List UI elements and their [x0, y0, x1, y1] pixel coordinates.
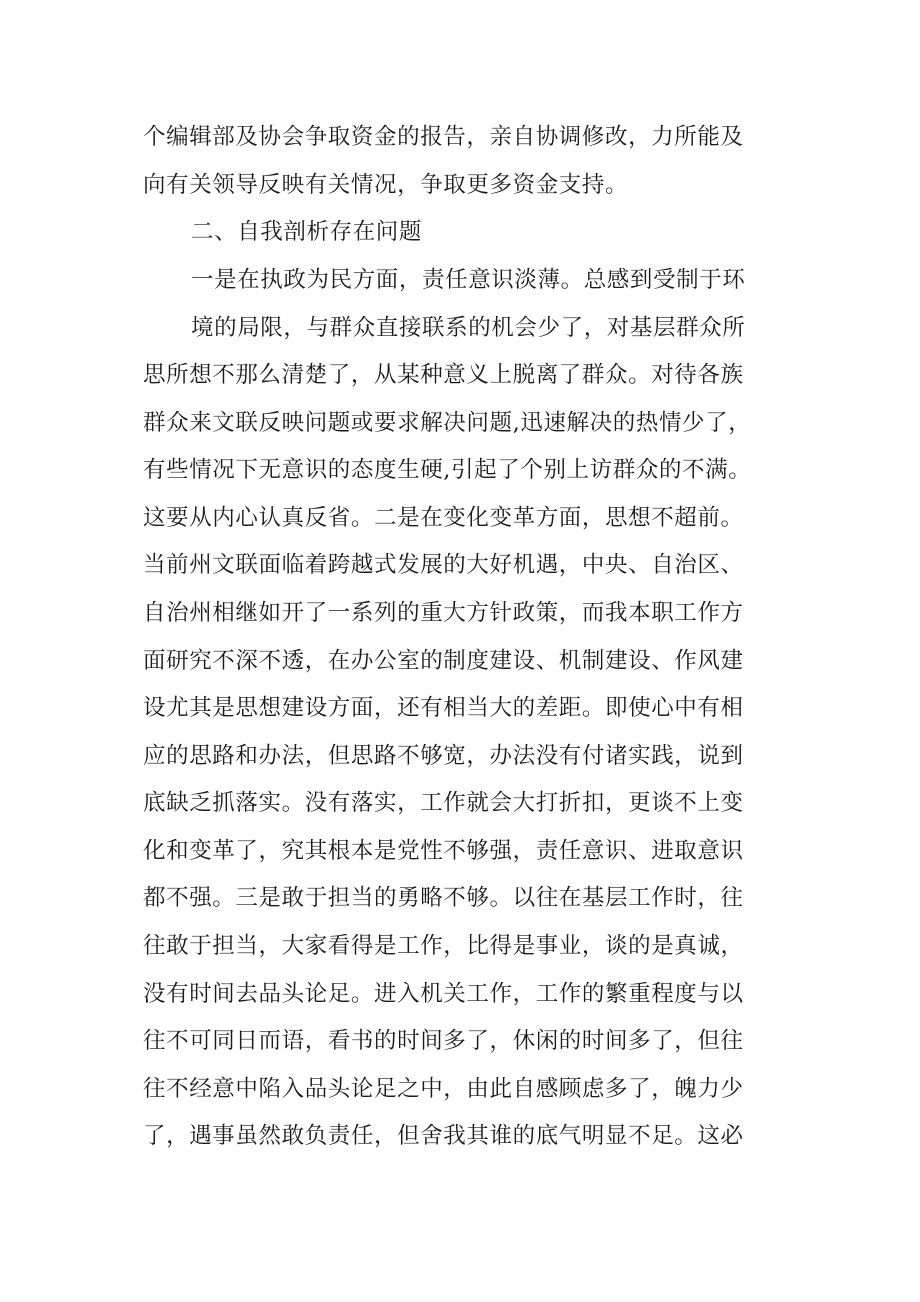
text-line: 往不可同日而语，看书的时间多了，休闲的时间多了，但往	[143, 1028, 744, 1054]
text-line: 当前州文联面临着跨越式发展的大好机遇，中央、自治区、	[143, 552, 744, 578]
text-line: 这要从内心认真反省。二是在变化变革方面，思想不超前。	[143, 505, 744, 531]
text-line: 往不经意中陷入品头论足之中，由此自感顾虑多了，魄力少	[143, 1076, 744, 1102]
text-line: 自治州相继如开了一系列的重大方针政策，而我本职工作方	[143, 600, 744, 626]
text-line: 面研究不深不透，在办公室的制度建设、机制建设、作风建	[143, 648, 744, 674]
text-line: 往敢于担当，大家看得是工作，比得是事业，谈的是真诚，	[143, 933, 744, 959]
text-line: 群众来文联反映问题或要求解决问题,迅速解决的热情少了，	[143, 410, 752, 436]
text-line: 有些情况下无意识的态度生硬,引起了个别上访群众的不满。	[143, 457, 752, 483]
text-line: 个编辑部及协会争取资金的报告，亲自协调修改，力所能及	[143, 124, 744, 150]
section-heading: 二、自我剖析存在问题	[191, 219, 423, 245]
text-line: 化和变革了，究其根本是党性不够强，责任意识、进取意识	[143, 838, 744, 864]
text-line: 没有时间去品头论足。进入机关工作，工作的繁重程度与以	[143, 981, 744, 1007]
text-line: 底缺乏抓落实。没有落实，工作就会大打折扣，更谈不上变	[143, 790, 744, 816]
text-line: 都不强。三是敢于担当的勇略不够。以往在基层工作时，往	[143, 885, 744, 911]
text-line: 应的思路和办法，但思路不够宽，办法没有付诸实践，说到	[143, 743, 744, 769]
text-line: 向有关领导反映有关情况，争取更多资金支持。	[143, 172, 629, 198]
text-line: 了，遇事虽然敢负责任，但舍我其谁的底气明显不足。这必	[143, 1123, 744, 1149]
text-line: 思所想不那么清楚了，从某种意义上脱离了群众。对待各族	[143, 362, 744, 388]
text-line: 设尤其是思想建设方面，还有相当大的差距。即使心中有相	[143, 695, 744, 721]
text-line: 一是在执政为民方面，责任意识淡薄。总感到受制于环	[191, 267, 746, 293]
text-line: 境的局限，与群众直接联系的机会少了，对基层群众所	[191, 315, 746, 341]
